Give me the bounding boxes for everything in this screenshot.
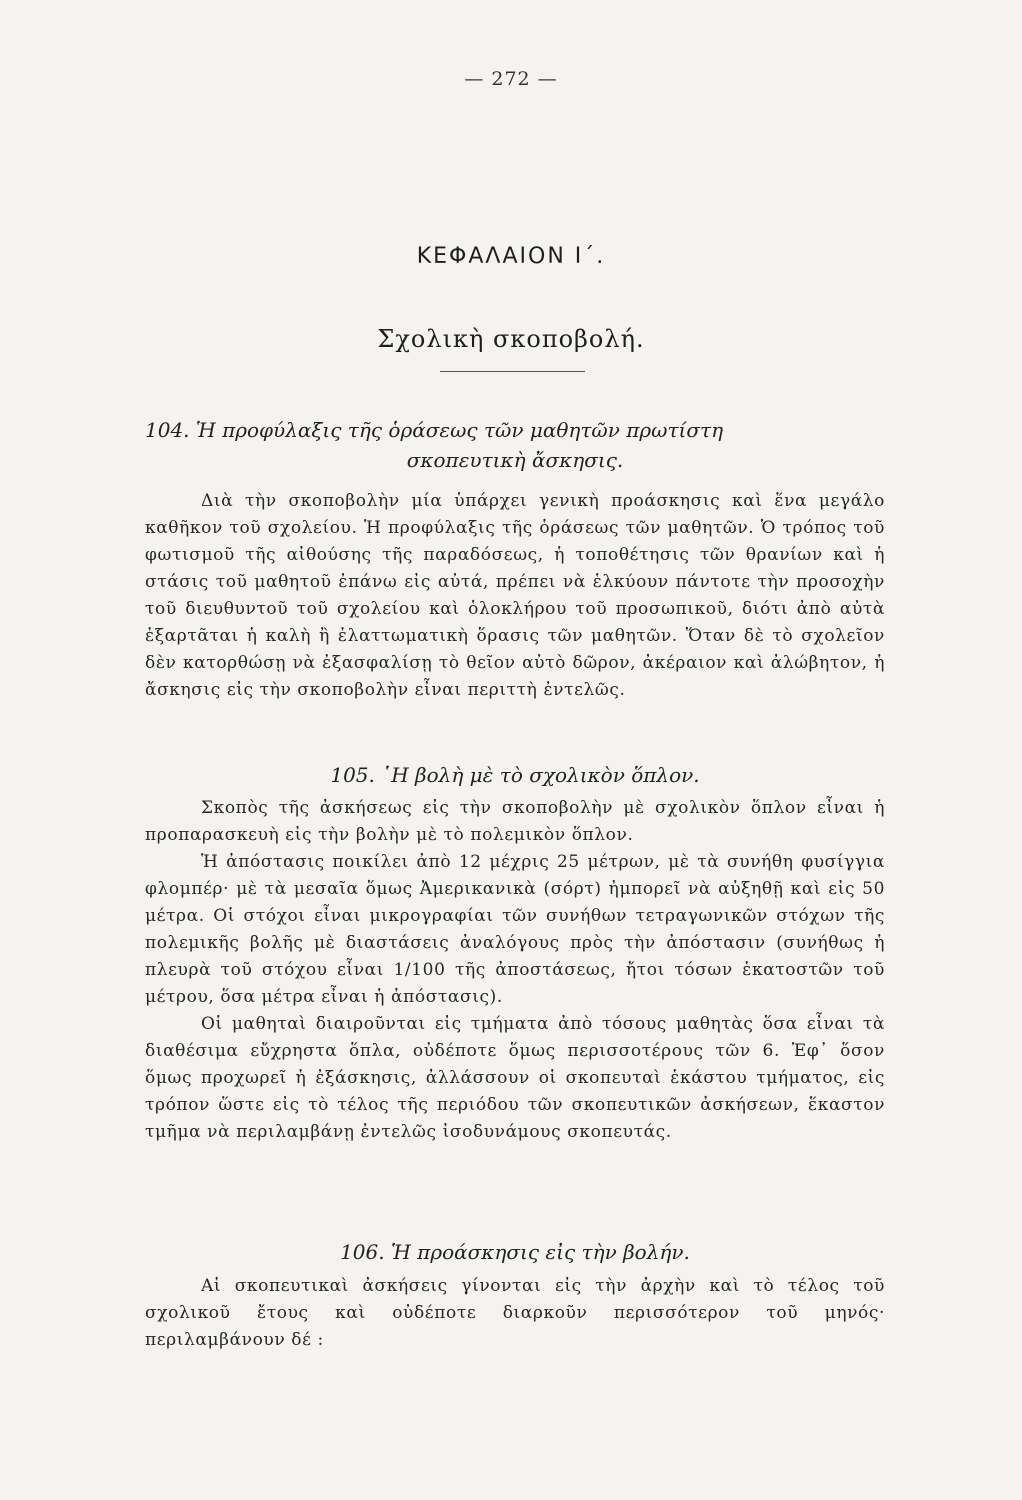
section-heading-106 bbox=[145, 1237, 885, 1267]
section-heading-104-line2: σκοπευτικὴ ἄσκησις. bbox=[406, 448, 624, 472]
paragraph: Διὰ τὴν σκοποβολὴν μία ὑπάρχει γενικὴ προάσκησις καὶ ἕνα μεγάλο καθῆκον τοῦ σχολείου. Ἡ προφύλαξις τῆς ὁράσεως τῶν μαθητῶν. Ὁ τρόπος τοῦ φωτισμοῦ τῆς αἰθούσης τῆς παραδόσεως, ἡ τοποθέτησις τῶν θρανίων καὶ ἡ στάσις τοῦ μαθητοῦ ἐπάνω εἰς αὐτά, πρέπει νὰ ἑλκύουν πάντοτε τὴν προσοχὴν τοῦ διευθυντοῦ τοῦ σχολείου καὶ ὁλοκλήρου τοῦ προσωπικοῦ, διότι ἀπὸ αὐτὰ ἐξαρτᾶται ἡ καλὴ ἢ ἐλαττωματικὴ ὅρασις τῶν μαθητῶν. Ὅταν δὲ τὸ σχολεῖον δὲν κατορθώσῃ νὰ ἐξασφαλίσῃ τὸ θεῖον αὐτὸ δῶρον, ἀκέραιον καὶ ἀλώβητον, ἡ ἄσκησις εἰς τὴν σκοποβολὴν εἶναι περιττὴ ἐντελῶς. bbox=[145, 491, 885, 700]
chapter-subtitle: Σχολικὴ σκοποβολή. bbox=[377, 325, 645, 353]
section-heading-105 bbox=[145, 760, 885, 790]
paragraph: Ἡ ἀπόστασις ποικίλει ἀπὸ 12 μέχρις 25 μέτρων, μὲ τὰ συνήθη φυσίγγια φλομπέρ· μὲ τὰ μεσαῖα ὅμως Ἀμερικανικὰ (σόρτ) ἠμπορεῖ νὰ αὐξηθῇ καὶ εἰς 50 μέτρα. Οἱ στόχοι εἶναι μικρογραφίαι τῶν συνήθων τετραγωνικῶν στόχων τῆς πολεμικῆς βολῆς μὲ διαστάσεις ἀναλόγους πρὸς τὴν ἀπόστασιν (συνήθως ἡ πλευρὰ τοῦ στόχου εἶναι 1/100 τῆς ἀποστάσεως, ἤτοι τόσων ἑκατοστῶν τοῦ μέτρου, ὅσα μέτρα εἶναι ἡ ἀπόστασις). bbox=[145, 852, 885, 1007]
section-heading-105-line1: 105. ῾Η βολὴ μὲ τὸ σχολικὸν ὅπλον. bbox=[330, 763, 700, 787]
title-rule bbox=[440, 371, 585, 372]
paragraph: Σκοπὸς τῆς ἀσκήσεως εἰς τὴν σκοποβολὴν μὲ σχολικὸν ὅπλον εἶναι ἡ προπαρασκευὴ εἰς τὴν βολὴν μὲ τὸ πολεμικὸν ὅπλον. bbox=[145, 798, 885, 845]
page-number: — 272 — bbox=[464, 68, 558, 90]
section-body-104 bbox=[145, 488, 885, 704]
chapter-title: ΚΕΦΑΛΑΙΟΝ Ι΄. bbox=[416, 244, 606, 269]
paragraph: Οἱ μαθηταὶ διαιροῦνται εἰς τμήματα ἀπὸ τόσους μαθητὰς ὅσα εἶναι τὰ διαθέσιμα εὔχρηστα ὅπλα, οὐδέποτε ὅμως περισσοτέρους τῶν 6. Ἐφ᾿ ὅσον ὅμως προχωρεῖ ἡ ἐξάσκησις, ἀλλάσσουν οἱ σκοπευταὶ ἑκάστου τμήματος, εἰς τρόπον ὥστε εἰς τὸ τέλος τῆς περιόδου τῶν σκοπευτικῶν ἀσκήσεων, ἕκαστον τμῆμα νὰ περιλαμβάνῃ ἐντελῶς ἰσοδυνάμους σκοπευτάς. bbox=[145, 1014, 885, 1142]
section-heading-104-line1: 104. Ἡ προφύλαξις τῆς ὁράσεως τῶν μαθητῶν πρωτίστη bbox=[145, 418, 724, 442]
section-body-106 bbox=[145, 1273, 885, 1354]
section-heading-104 bbox=[145, 415, 885, 475]
section-body-105 bbox=[145, 795, 885, 1146]
section-heading-106-line1: 106. Ἡ προάσκησις εἰς τὴν βολήν. bbox=[340, 1240, 690, 1264]
paragraph: Αἱ σκοπευτικαὶ ἀσκήσεις γίνονται εἰς τὴν ἀρχὴν καὶ τὸ τέλος τοῦ σχολικοῦ ἔτους καὶ οὐδέποτε διαρκοῦν περισσότερον τοῦ μηνός· περιλαμβάνουν δέ : bbox=[145, 1276, 885, 1350]
